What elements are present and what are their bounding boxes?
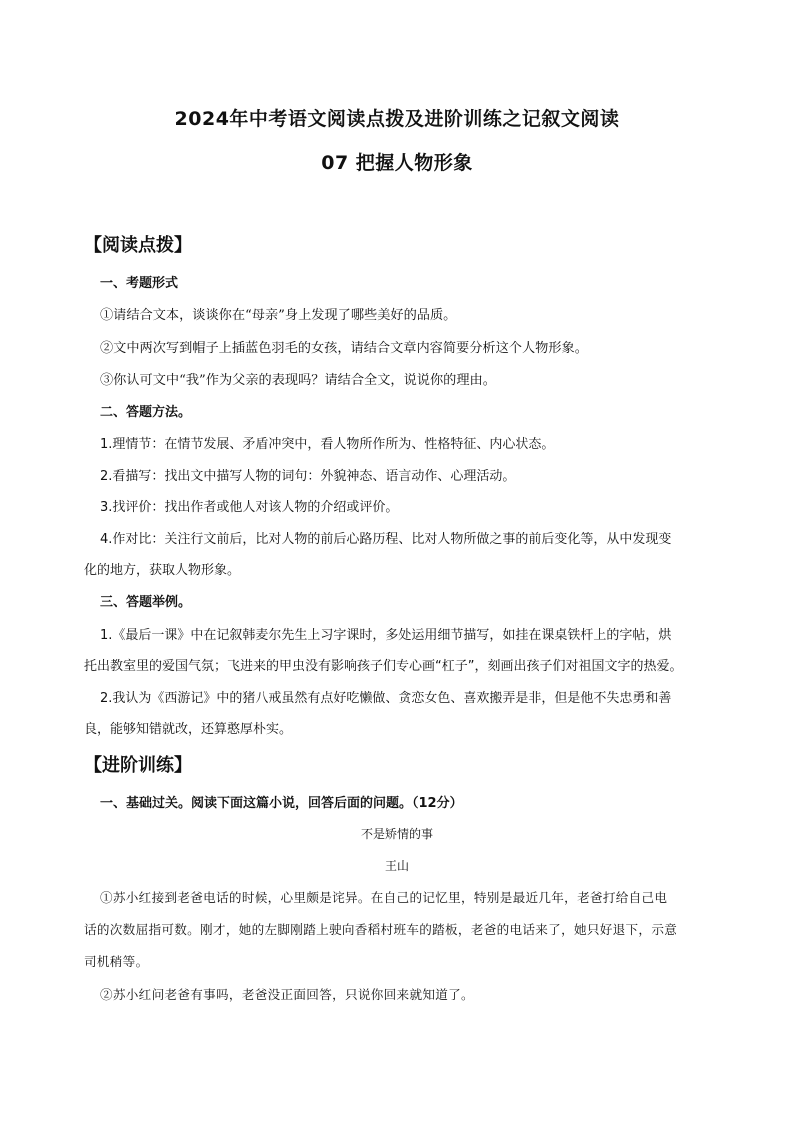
document-title: 2024年中考语文阅读点拨及进阶训练之记叙文阅读: [174, 108, 620, 130]
question-form-2: ②文中两次写到帽子上插蓝色羽毛的女孩，请结合文章内容简要分析这个人物形象。: [100, 341, 588, 356]
section-heading-advanced-training: 【进阶训练】: [84, 755, 192, 776]
story-paragraph-1-line-2: 话的次数屈指可数。刚才，她的左脚刚踏上驶向香稻村班车的踏板，老爸的电话来了，她只好退下，示意: [84, 922, 678, 937]
story-paragraph-1-line-3: 司机稍等。: [84, 954, 149, 969]
story-paragraph-1-line-1: ①苏小红接到老爸电话的时候，心里颇是诧异。在自己的记忆里，特别是最近几年，老爸打给自己电: [100, 890, 668, 905]
method-3: 3.找评价：找出作者或他人对该人物的介绍或评价。: [100, 500, 399, 515]
method-1: 1.理情节：在情节发展、矛盾冲突中，看人物所作所为、性格特征、内心状态。: [100, 437, 555, 452]
heading-answer-examples: 三、答题举例。: [100, 595, 192, 610]
example-2-line-1: 2.我认为《西游记》中的猪八戒虽然有点好吃懒做、贪恋女色、喜欢搬弄是非，但是他不失忠勇和善: [100, 691, 672, 706]
example-2-line-2: 良，能够知错就改，还算憨厚朴实。: [84, 722, 293, 737]
question-form-1: ①请结合文本，谈谈你在“母亲”身上发现了哪些美好的品质。: [100, 308, 457, 323]
question-form-3: ③你认可文中“我”作为父亲的表现吗？请结合全文，说说你的理由。: [100, 373, 496, 388]
method-2: 2.看描写：找出文中描写人物的词句：外貌神态、语言动作、心理活动。: [100, 469, 516, 484]
story-title: 不是矫情的事: [360, 827, 433, 841]
heading-answer-methods: 二、答题方法。: [100, 405, 192, 420]
task-instruction: 一、基础过关。阅读下面这篇小说，回答后面的问题。（12分）: [100, 796, 463, 811]
method-4-line-1: 4.作对比：关注行文前后，比对人物的前后心路历程、比对人物所做之事的前后变化等，从中发现变: [100, 532, 672, 547]
example-1-line-1: 1.《最后一课》中在记叙韩麦尔先生上习字课时，多处运用细节描写，如挂在课桌铁杆上的字帖，烘: [100, 628, 672, 643]
document-subtitle: 07 把握人物形象: [321, 152, 473, 174]
story-paragraph-2: ②苏小红问老爸有事吗，老爸没正面回答，只说你回来就知道了。: [100, 987, 474, 1002]
story-author: 王山: [384, 859, 409, 873]
method-4-line-2: 化的地方，获取人物形象。: [84, 563, 241, 578]
heading-question-forms: 一、考题形式: [100, 276, 179, 291]
example-1-line-2: 托出教室里的爱国气氛；飞进来的甲虫没有影响孩子们专心画“杠子”，刻画出孩子们对祖国文字的热爱。: [84, 659, 683, 674]
section-heading-reading-tips: 【阅读点拨】: [84, 235, 192, 256]
